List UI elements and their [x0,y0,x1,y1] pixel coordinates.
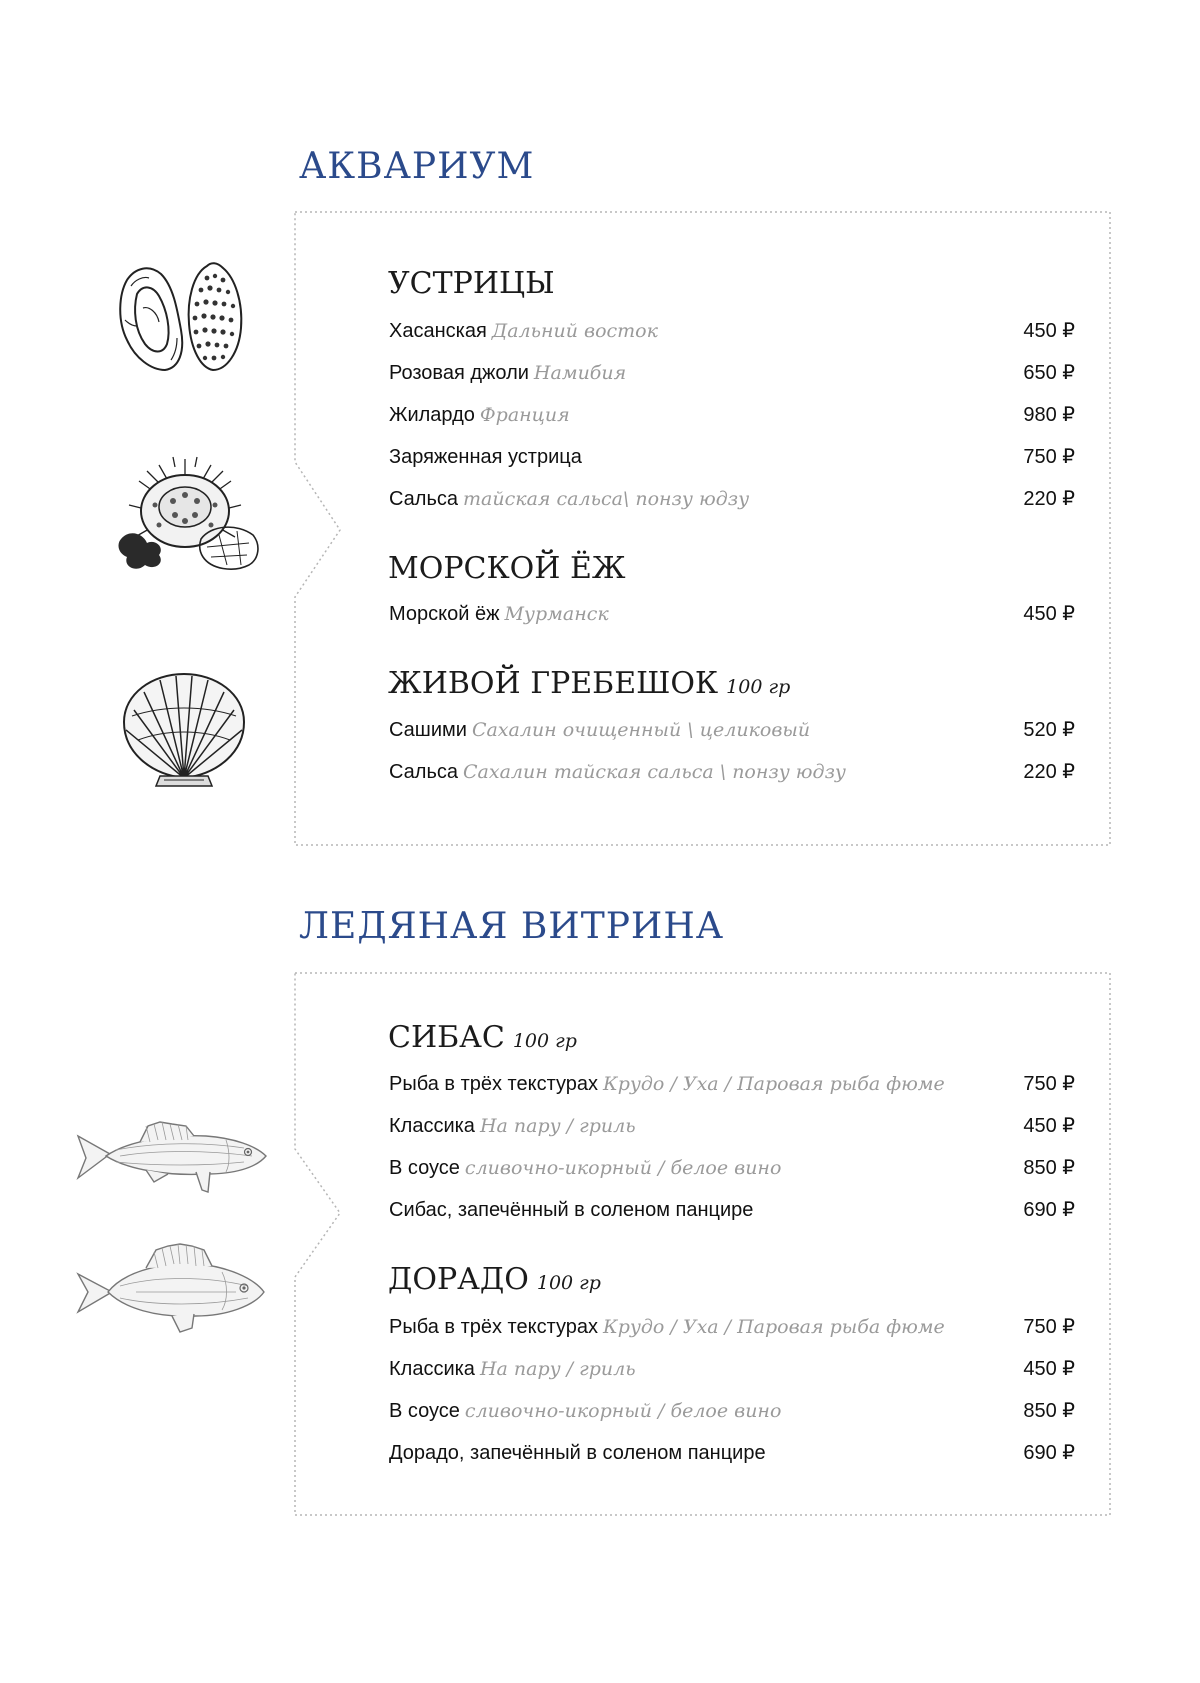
item-name: Сальса Сахалин тайская сальса \ понзу юдзу [389,761,846,783]
category-name: УСТРИЦЫ [388,266,555,301]
item-price: 750 ₽ [1023,1316,1075,1338]
dorado-icon [76,1240,272,1338]
category-title-sea-urchin [388,551,626,586]
item-name: Жилардо Франция [389,404,570,426]
item-name: Хасанская Дальний восток [389,320,658,342]
menu-item [389,1153,1075,1183]
item-price: 450 ₽ [1023,1358,1075,1380]
category-name: СИБАС [388,1020,505,1055]
sea-urchin-icon [115,455,265,573]
menu-item [389,1069,1075,1099]
menu-item [389,1312,1075,1342]
section-title-aquarium: АКВАРИУМ [299,146,535,187]
item-name: Морской ёж Мурманск [389,603,609,625]
category-title-sea-bass [388,1020,577,1055]
item-description: Дальний восток [491,320,658,342]
category-weight: 100 гр [536,1272,601,1294]
item-price: 650 ₽ [1023,362,1075,384]
item-price: 690 ₽ [1023,1442,1075,1464]
item-price: 450 ₽ [1023,1115,1075,1137]
menu-item [389,1354,1075,1384]
category-title-oysters [388,266,555,301]
item-name: Дорадо, запечённый в соленом панцире [389,1442,766,1464]
item-description: Франция [479,404,570,426]
category-name: МОРСКОЙ ЁЖ [388,551,626,586]
item-description: тайская сальса\ понзу юдзу [463,488,750,510]
item-description: Мурманск [504,603,609,625]
item-name: В соусе сливочно-икорный / белое вино [389,1400,782,1422]
menu-item [389,599,1075,629]
menu-item [389,442,1075,472]
item-name: Рыба в трёх текстурах Крудо / Уха / Паровая рыба фюме [389,1073,945,1095]
section-title-ice-showcase: ЛЕДЯНАЯ ВИТРИНА [299,906,724,947]
item-description: Намибия [533,362,627,384]
oyster-icon [115,260,247,374]
item-price: 520 ₽ [1023,719,1075,741]
item-name: Сибас, запечённый в соленом панцире [389,1199,754,1221]
item-description: Сахалин тайская сальса \ понзу юдзу [463,761,846,783]
menu-item [389,400,1075,430]
category-weight: 100 гр [512,1030,577,1052]
menu-item [389,715,1075,745]
scallop-icon [120,670,248,788]
menu-item [389,757,1075,787]
menu-item [389,316,1075,346]
item-price: 690 ₽ [1023,1199,1075,1221]
menu-item [389,358,1075,388]
category-name: ДОРАДО [388,1262,529,1297]
menu-item [389,1438,1075,1468]
category-name: ЖИВОЙ ГРЕБЕШОК [388,666,719,701]
menu-frame-aquarium [295,212,1111,846]
menu-item [389,1111,1075,1141]
item-name: Сашими Сахалин очищенный \ целиковый [389,719,811,741]
item-name: Заряженная устрица [389,446,582,468]
item-price: 450 ₽ [1023,603,1075,625]
menu-item [389,1195,1075,1225]
item-description: сливочно-икорный / белое вино [464,1157,782,1179]
item-description: На пару / гриль [479,1115,636,1137]
menu-item [389,484,1075,514]
item-description: сливочно-икорный / белое вино [464,1400,782,1422]
item-price: 850 ₽ [1023,1157,1075,1179]
item-name: Рыба в трёх текстурах Крудо / Уха / Паровая рыба фюме [389,1316,945,1338]
item-name: Классика На пару / гриль [389,1358,636,1380]
item-price: 750 ₽ [1023,446,1075,468]
sea-bass-icon [76,1112,272,1200]
item-name: Классика На пару / гриль [389,1115,636,1137]
item-name: В соусе сливочно-икорный / белое вино [389,1157,782,1179]
item-price: 450 ₽ [1023,320,1075,342]
item-price: 980 ₽ [1023,404,1075,426]
menu-item [389,1396,1075,1426]
item-name: Сальса тайская сальса\ понзу юдзу [389,488,750,510]
item-description: На пару / гриль [479,1358,636,1380]
category-title-dorado [388,1262,601,1297]
item-price: 220 ₽ [1023,761,1075,783]
item-description: Крудо / Уха / Паровая рыба фюме [602,1316,945,1338]
item-price: 220 ₽ [1023,488,1075,510]
item-price: 750 ₽ [1023,1073,1075,1095]
item-price: 850 ₽ [1023,1400,1075,1422]
item-description: Крудо / Уха / Паровая рыба фюме [602,1073,945,1095]
category-weight: 100 гр [726,676,791,698]
item-name: Розовая джоли Намибия [389,362,627,384]
item-description: Сахалин очищенный \ целиковый [471,719,811,741]
category-title-scallop [388,666,791,701]
